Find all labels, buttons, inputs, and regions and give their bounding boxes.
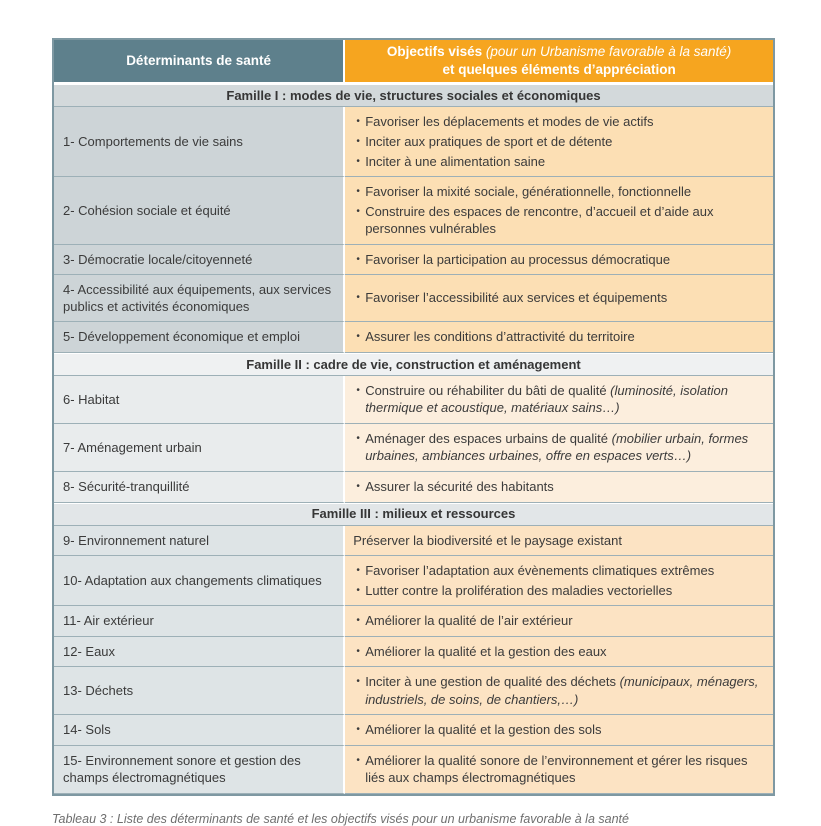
objectives-cell — [345, 245, 773, 276]
objective-item: Préserver la biodiversité et le paysage existant — [353, 532, 622, 548]
determinant-cell: 6- Habitat — [54, 376, 345, 424]
bullet-icon: • — [356, 481, 360, 492]
objectives-cell — [345, 275, 773, 322]
header-objectifs-line2: et quelques éléments d’appréciation — [442, 62, 676, 78]
determinant-cell: 7- Aménagement urbain — [54, 424, 345, 472]
page — [52, 38, 775, 826]
bullet-icon: • — [356, 615, 360, 627]
bullet-icon: • — [356, 676, 360, 688]
objective-item: • Inciter à une gestion de qualité des déchets (municipaux, ménagers, industriels, de soins, de chantiers,…) — [351, 673, 765, 708]
objectives-cell — [345, 107, 773, 177]
objectives-cell — [345, 556, 773, 606]
section-title: Famille I : modes de vie, structures sociales et économiques — [54, 84, 773, 107]
objectives-cell — [345, 472, 773, 503]
determinant-cell: 8- Sécurité-tranquillité — [54, 472, 345, 503]
objective-item: • Aménager des espaces urbains de qualité (mobilier urbain, formes urbaines, ambiances urbaines, offre en espaces verts…) — [351, 430, 765, 465]
table-row — [54, 637, 773, 668]
objectives-cell — [345, 376, 773, 424]
objective-item: • Améliorer la qualité de l’air extérieur — [351, 612, 765, 630]
objective-item: • Assurer les conditions d’attractivité du territoire — [351, 328, 765, 346]
header-objectifs-italic: (pour un Urbanisme favorable à la santé) — [485, 44, 732, 59]
table-caption: Tableau 3 : Liste des déterminants de santé et les objectifs visés pour un urbanisme favorable à la santé — [52, 812, 629, 826]
table-row — [54, 376, 773, 424]
objective-item: • Inciter aux pratiques de sport et de détente — [351, 133, 765, 151]
objective-item: • Favoriser les déplacements et modes de vie actifs — [351, 113, 765, 131]
determinant-cell: 10- Adaptation aux changements climatiques — [54, 556, 345, 606]
determinant-cell: 4- Accessibilité aux équipements, aux services publics et activités économiques — [54, 275, 345, 322]
table-row — [54, 715, 773, 746]
bullet-icon: • — [356, 754, 360, 766]
column-header-objectifs — [345, 40, 773, 84]
header-objectifs-bold: Objectifs visés — [386, 44, 486, 59]
objectives-cell — [345, 322, 773, 353]
table-row — [54, 107, 773, 177]
table-row — [54, 606, 773, 637]
table-row — [54, 667, 773, 715]
bullet-icon: • — [356, 724, 360, 736]
bullet-icon: • — [356, 432, 360, 444]
section-header-famille3 — [54, 503, 773, 526]
objective-item: • Lutter contre la prolifération des maladies vectorielles — [351, 582, 765, 600]
table-row — [54, 526, 773, 557]
determinant-cell: 11- Air extérieur — [54, 606, 345, 637]
objectives-cell — [345, 177, 773, 245]
table-row — [54, 472, 773, 503]
header-row — [54, 40, 773, 84]
objectives-cell — [345, 424, 773, 472]
bullet-icon: • — [356, 155, 360, 167]
objectives-cell — [345, 715, 773, 746]
determinants-table — [52, 38, 775, 796]
objective-item: • Favoriser l’adaptation aux évènements climatiques extrêmes — [351, 562, 765, 580]
bullet-icon: • — [356, 186, 360, 198]
bullet-icon: • — [356, 584, 360, 596]
objectives-cell — [345, 526, 773, 557]
objective-item: • Favoriser l’accessibilité aux services et équipements — [351, 289, 765, 307]
section-title: Famille III : milieux et ressources — [54, 503, 773, 526]
objective-item: • Assurer la sécurité des habitants — [351, 478, 765, 496]
objective-item: • Améliorer la qualité et la gestion des sols — [351, 721, 765, 739]
objective-item: • Améliorer la qualité et la gestion des eaux — [351, 643, 765, 661]
objective-item: • Améliorer la qualité sonore de l’environnement et gérer les risques liés aux champs électromagnétiques — [351, 752, 765, 787]
objective-item: • Favoriser la participation au processus démocratique — [351, 251, 765, 269]
table-row — [54, 746, 773, 794]
bullet-icon: • — [356, 384, 360, 396]
objectives-cell — [345, 667, 773, 715]
column-header-determinants: Déterminants de santé — [54, 40, 345, 84]
objectives-cell — [345, 606, 773, 637]
section-header-famille1 — [54, 84, 773, 107]
determinant-cell: 2- Cohésion sociale et équité — [54, 177, 345, 245]
determinant-cell: 14- Sols — [54, 715, 345, 746]
objective-item: • Construire des espaces de rencontre, d’accueil et d’aide aux personnes vulnérables — [351, 203, 765, 238]
bullet-icon: • — [356, 116, 360, 128]
bullet-icon: • — [356, 253, 360, 265]
table-row — [54, 556, 773, 606]
determinant-cell: 5- Développement économique et emploi — [54, 322, 345, 353]
objective-item: • Favoriser la mixité sociale, générationnelle, fonctionnelle — [351, 183, 765, 201]
bullet-icon: • — [356, 565, 360, 577]
table-row — [54, 322, 773, 353]
determinant-cell: 1- Comportements de vie sains — [54, 107, 345, 177]
table-row — [54, 177, 773, 245]
bullet-icon: • — [356, 292, 360, 304]
determinant-cell: 9- Environnement naturel — [54, 526, 345, 557]
bullet-icon: • — [356, 645, 360, 657]
objectives-cell — [345, 746, 773, 794]
bullet-icon: • — [356, 331, 360, 343]
determinant-cell: 13- Déchets — [54, 667, 345, 715]
determinant-cell: 3- Démocratie locale/citoyenneté — [54, 245, 345, 276]
determinant-cell: 15- Environnement sonore et gestion des champs électromagnétiques — [54, 746, 345, 794]
section-title: Famille II : cadre de vie, construction et aménagement — [54, 353, 773, 376]
objectives-cell — [345, 637, 773, 668]
table-row — [54, 424, 773, 472]
objective-item: • Construire ou réhabiliter du bâti de qualité (luminosité, isolation thermique et acoustique, matériaux sains…) — [351, 382, 765, 417]
section-header-famille2 — [54, 353, 773, 376]
bullet-icon: • — [356, 205, 360, 217]
table-row — [54, 275, 773, 322]
objective-item: • Inciter à une alimentation saine — [351, 153, 765, 171]
bullet-icon: • — [356, 135, 360, 147]
determinant-cell: 12- Eaux — [54, 637, 345, 668]
table-row — [54, 245, 773, 276]
